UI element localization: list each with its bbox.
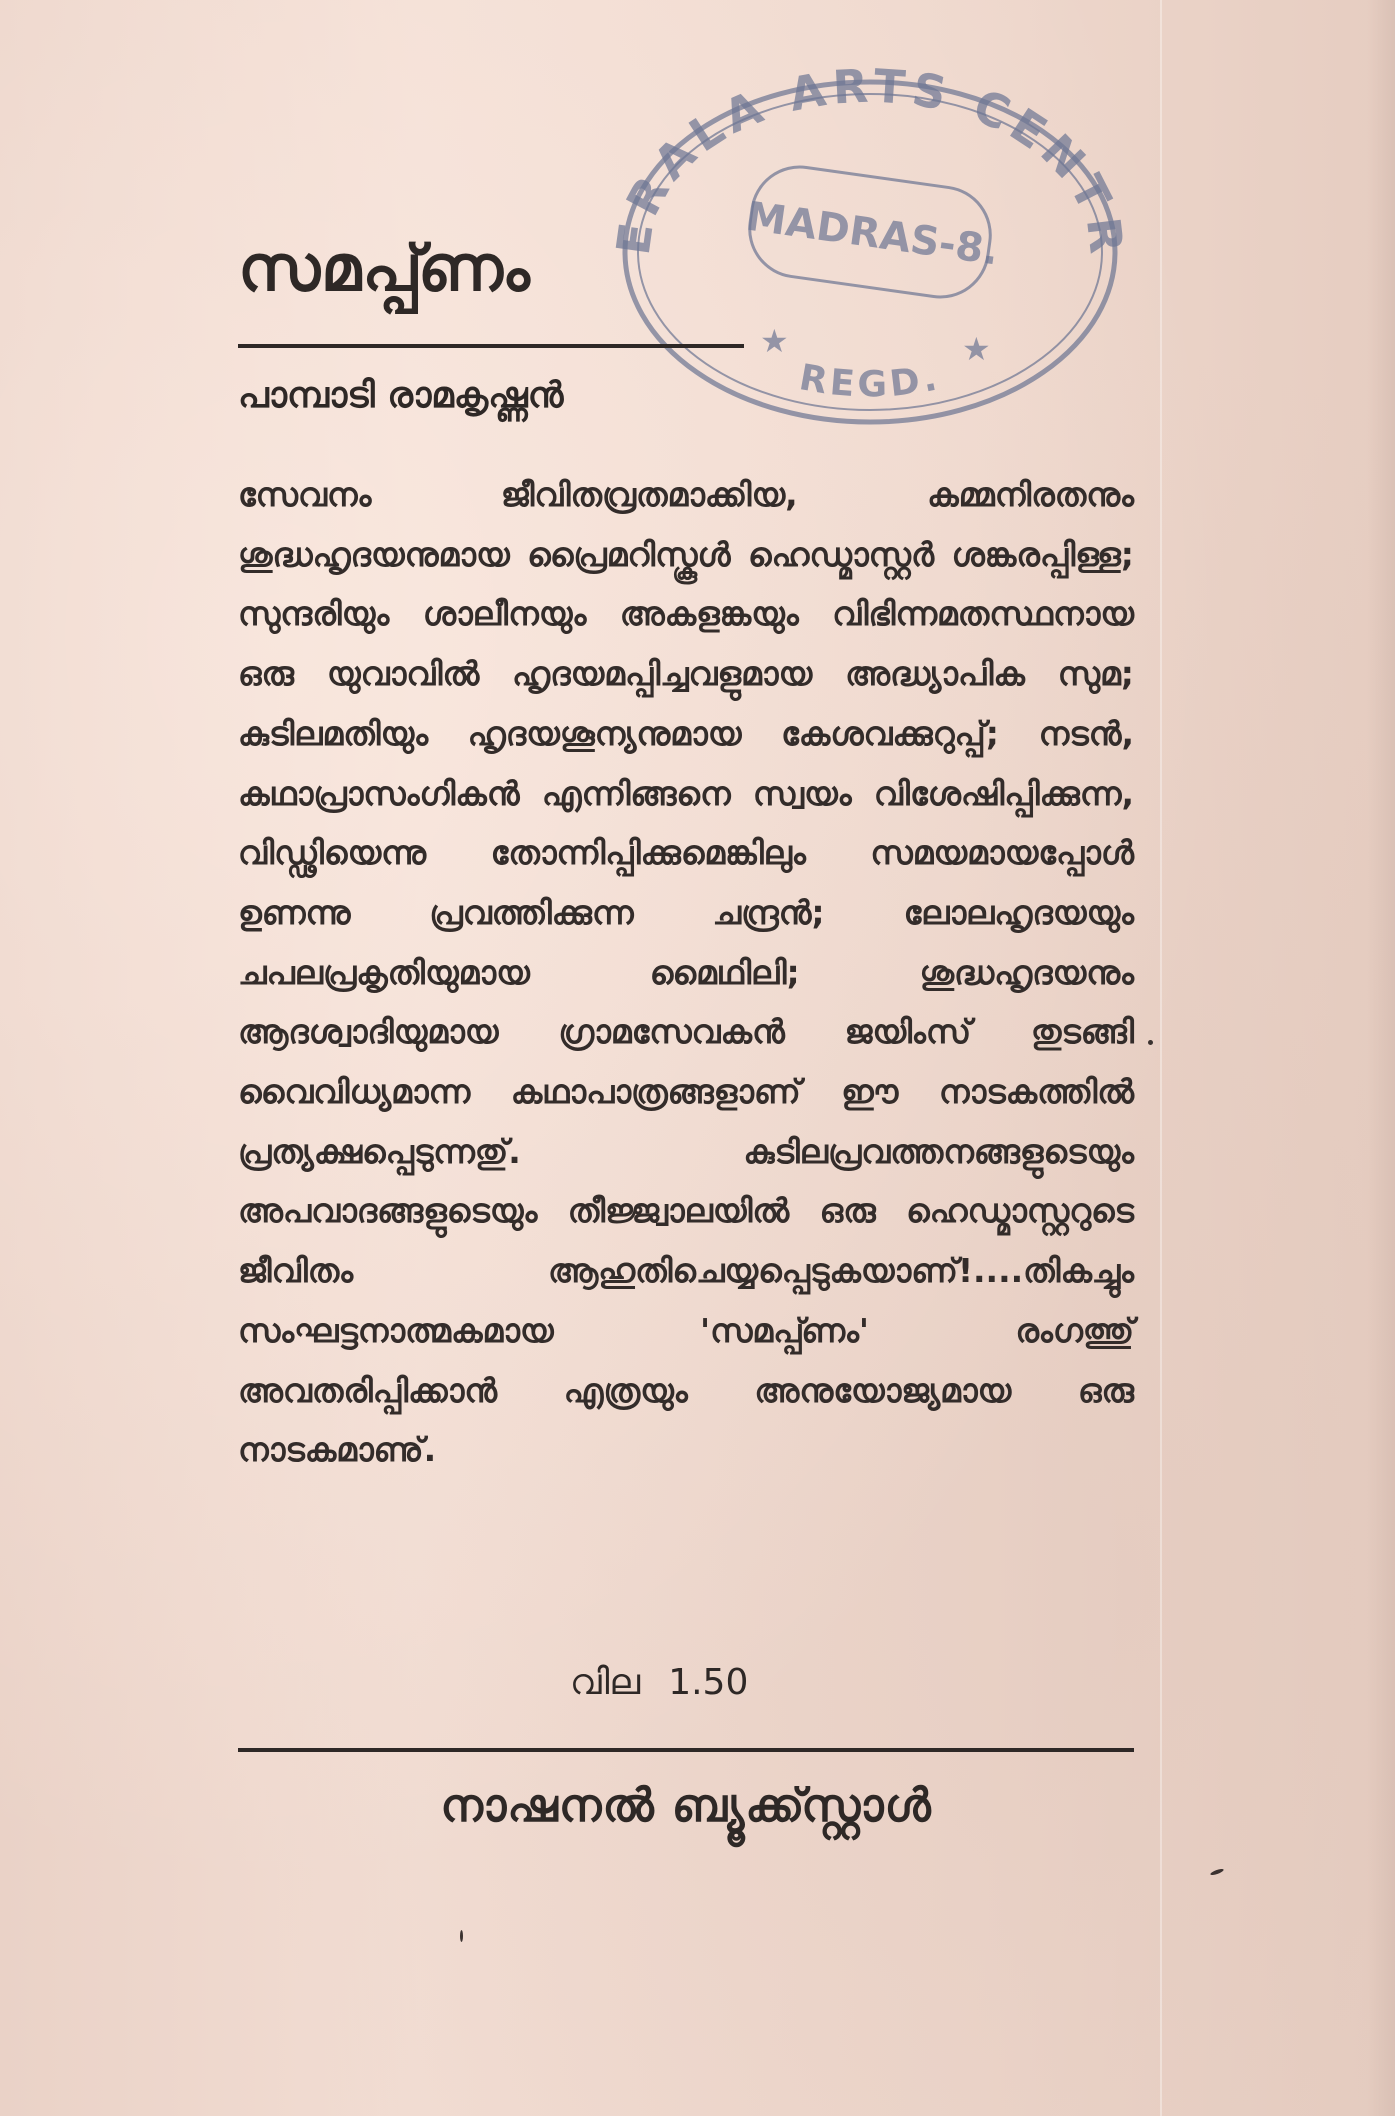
book-title: സമപ്പ്ണം bbox=[238, 232, 531, 306]
title-underline bbox=[238, 344, 744, 348]
ink-speck bbox=[1210, 1868, 1225, 1877]
svg-text:★: ★ bbox=[760, 322, 789, 360]
paper-edge-shadow bbox=[1367, 0, 1395, 2116]
ink-speck bbox=[460, 1930, 463, 1942]
ink-speck bbox=[1148, 1040, 1153, 1045]
stamp-bottom-text: REGD. bbox=[796, 356, 944, 406]
publisher-rule bbox=[238, 1748, 1134, 1752]
stamp-center-text: MADRAS-8. bbox=[743, 193, 1002, 275]
price-label: വില bbox=[570, 1662, 641, 1703]
stamp-ring-text: ERALA ARTS CENTR bbox=[610, 62, 1130, 262]
svg-text:REGD. bbox=[796, 357, 944, 406]
author-name: പാമ്പാടി രാമകൃഷ്ണൻ bbox=[238, 375, 564, 416]
svg-text:★: ★ bbox=[962, 330, 991, 368]
publisher-name: നാഷനൽ ബ്യൂക്ക്സ്റ്റാൾ bbox=[440, 1778, 932, 1832]
price-value: 1.50 bbox=[668, 1662, 749, 1703]
kerala-arts-centre-stamp bbox=[610, 62, 1130, 442]
price-line bbox=[570, 1662, 748, 1704]
paper-fold-line bbox=[1160, 0, 1162, 2116]
blurb-paragraph: സേവനം ജീവിതവ്രതമാക്കിയ, കമ്മനിരതനും ശുദ്ധഹൃദയനുമായ പ്രൈമറിസ്കൂൾ ഹെഡ്മാസ്റ്റർ ശങ്കരപ്പിള്ള; സുന്ദരിയും ശാലീനയും അകളങ്കയും വിഭിന്നമതസ്ഥനായ ഒരു യുവാവിൽ ഹൃദയമപ്പിച്ചവളുമായ അദ്ധ്യാപിക സുമ; കുടിലമതിയും ഹൃദയശൂന്യനുമായ കേശവക്കുറുപ്പ്; നടൻ, കഥാപ്രാസംഗികൻ എന്നിങ്ങനെ സ്വയം വിശേഷിപ്പിക്കുന്ന, വിഡ്ഢിയെന്നു തോന്നിപ്പിക്കുമെങ്കിലും സമയമായപ്പോൾ ഉണന്നു പ്രവത്തിക്കുന്ന ചന്ദ്രൻ; ലോലഹൃദയയും ചപലപ്രകൃതിയുമായ മൈഥിലി; ശുദ്ധഹൃദയനും ആദശ്വാദിയുമായ ഗ്രാമസേവകൻ ജയിംസ് തുടങ്ങി വൈവിധ്യമാന്ന കഥാപാത്രങ്ങളാണ് ഈ നാടകത്തിൽ പ്രത്യക്ഷപ്പെടുന്നതു്. കുടിലപ്രവത്തനങ്ങളുടെയും അപവാദങ്ങളുടെയും തീജ്ജ്വാലയിൽ ഒരു ഹെഡ്മാസ്റ്ററുടെ ജീവിതം ആഹുതിചെയ്യപ്പെടുകയാണ്!....തികച്ചും സംഘട്ടനാത്മകമായ 'സമപ്പ്ണം' രംഗത്തു് അവതരിപ്പിക്കാൻ എത്രയും അനുയോജ്യമായ ഒരു നാടകമാണു്. bbox=[238, 475, 1134, 1470]
